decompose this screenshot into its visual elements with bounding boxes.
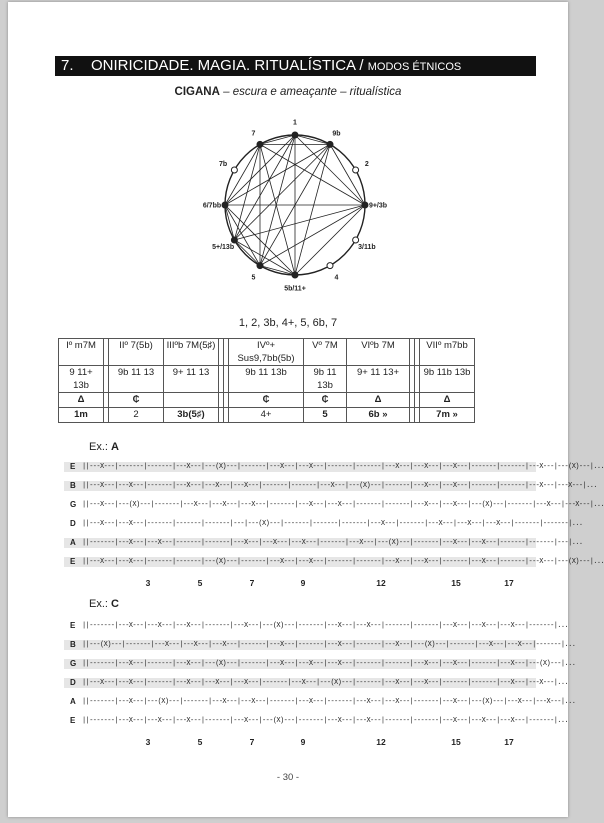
scale-formula: 1, 2, 3b, 4+, 5, 6b, 7 — [238, 317, 338, 329]
wheel-chord — [234, 205, 365, 240]
wheel-node — [327, 141, 333, 147]
wheel-node — [257, 141, 263, 147]
wheel-node — [327, 263, 333, 269]
table-cell: 9b 11 13 — [109, 366, 164, 393]
wheel-node — [353, 167, 359, 173]
table-cell: ₵ — [109, 393, 164, 408]
fret-number: 12 — [376, 578, 386, 588]
table-cell: 9b 11b 13b — [420, 366, 475, 393]
fret-number: 7 — [249, 737, 255, 747]
tab-string-row — [64, 481, 597, 491]
fret-number: 15 — [451, 578, 461, 588]
table-cell: 2 — [109, 408, 164, 423]
modes-table — [58, 338, 475, 423]
wheel-node — [353, 237, 359, 243]
table-row — [59, 408, 475, 423]
fret-number: 9 — [300, 578, 306, 588]
wheel-label: 7b — [219, 161, 228, 168]
tab-line: ||-------|---X---|-------|---X---|---(X)---|-------|---X---|---X---|---X---|-------|-------|---X---|---X---|-------|---X---|---(X)---|... — [82, 660, 576, 668]
section-number: 7. — [61, 57, 74, 74]
wheel-node — [257, 263, 263, 269]
wheel-label: 5b/11+ — [284, 285, 306, 293]
tab-string-row — [64, 462, 604, 472]
string-name: E — [70, 716, 76, 725]
table-cell: 3b(5♯) — [164, 408, 219, 423]
wheel-label: 9+/3b — [368, 202, 388, 210]
string-name: E — [70, 462, 76, 471]
section-header — [55, 56, 536, 76]
table-cell: 9+ 11 13 — [164, 366, 219, 393]
fret-number: 15 — [451, 737, 461, 747]
tab-line: ||-------|---X---|---X---|-------|-------|---X---|---X---|---X---|-------|---X---|---(X)---|-------|---X---|---X---|-------|-------|---|... — [82, 539, 583, 547]
tab-string-row — [64, 538, 583, 548]
fret-number: 3 — [145, 578, 151, 588]
table-cell: ₵ — [229, 393, 304, 408]
fret-number: 5 — [197, 578, 203, 588]
example-a-label: Ex.: A — [89, 441, 119, 453]
table-row — [59, 393, 475, 408]
wheel-label: 7 — [251, 130, 256, 138]
table-cell: Δ — [420, 393, 475, 408]
wheel-label: 4 — [334, 274, 339, 282]
wheel-label: 9b — [332, 130, 341, 138]
wheel-chord — [260, 144, 365, 205]
tab-line: ||---X---|---(X)---|-------|---X---|---X---|---X---|-------|---X---|---X---|-------|-------|---X---|---X---|---(X)---|-------|---X---|---X---|... — [82, 501, 604, 509]
wheel-node — [231, 167, 237, 173]
table-cell: IIº 7(5b) — [109, 339, 164, 366]
scale-description: – escura e ameaçante – ritualística — [219, 86, 402, 98]
tab-line: ||---X---|---X---|-------|-------|-------|---|---(X)---|-------|-------|-------|---X---|-------|---X---|---X---|---X---|-------|-------|... — [82, 520, 583, 528]
fret-number: 17 — [504, 737, 514, 747]
table-cell: Vº 7M — [304, 339, 347, 366]
string-name: E — [70, 621, 76, 630]
tab-line: ||---X---|---X---|-------|-------|---(X)---|-------|---X---|---X---|-------|-------|---X---|---X---|-------|---X---|-------|---X---|---(X)---|... — [82, 558, 604, 566]
tab-string-row — [64, 659, 576, 669]
fret-number: 3 — [145, 737, 151, 747]
tab-line: ||-------|---X---|---(X)---|-------|---X---|---X---|-------|---X---|-------|---X---|---X---|-------|---X---|---(X)---|---X---|---X---|... — [82, 698, 576, 706]
table-cell: IVº+ Sus9,7bb(5b) — [229, 339, 304, 366]
wheel-label: 2 — [364, 161, 369, 168]
tab-line: ||-------|---X---|---X---|---X---|-------|---X---|---(X)---|-------|---X---|---X---|-------|-------|---X---|---X---|---X---|-------|... — [82, 622, 569, 630]
string-name: B — [70, 640, 76, 649]
example-c-label: Ex.: C — [89, 598, 119, 610]
wheel-label: 6/7bb — [202, 202, 222, 210]
fret-number: 17 — [504, 578, 514, 588]
tab-string-row — [64, 640, 576, 650]
wheel-node — [231, 237, 237, 243]
tab-string-row — [64, 678, 569, 688]
string-name: E — [70, 557, 76, 566]
wheel-label: 5+/13b — [212, 244, 235, 251]
tab-line: ||---X---|---X---|-------|---X---|---X---|---X---|-------|-------|---X---|---(X)---|-------|---X---|---X---|-------|-------|---X---|---X---|... — [82, 482, 597, 490]
wheel-node — [362, 202, 368, 208]
wheel-node — [222, 202, 228, 208]
tab-string-row — [64, 519, 583, 529]
section-title: ONIRICIDADE. MAGIA. RITUALÍSTICA / — [91, 57, 364, 74]
page-number: - 30 - — [276, 772, 300, 783]
table-cell: Δ — [347, 393, 410, 408]
wheel-label: 5 — [251, 274, 256, 282]
tab-string-row — [64, 500, 604, 510]
tab-string-row — [64, 621, 569, 631]
table-row — [59, 339, 475, 366]
table-row — [59, 366, 475, 393]
fret-number: 12 — [376, 737, 386, 747]
table-cell: 9b 11 13b — [229, 366, 304, 393]
scale-name: CIGANA — [174, 86, 220, 98]
table-cell: VIºb 7M — [347, 339, 410, 366]
string-name: G — [70, 659, 77, 668]
table-cell: 7m » — [420, 408, 475, 423]
wheel-chord — [234, 135, 295, 240]
string-name: D — [70, 519, 76, 528]
table-cell: 4+ — [229, 408, 304, 423]
string-name: B — [70, 481, 76, 490]
table-cell: 6b » — [347, 408, 410, 423]
interval-wheel — [190, 118, 390, 293]
wheel-chord — [295, 144, 330, 275]
wheel-node — [292, 132, 298, 138]
tab-line: ||---(X)---|-------|---X---|---X---|---X---|-------|---X---|-------|---X---|-------|---X---|---(X)---|-------|---X---|---X---|-------|... — [82, 641, 576, 649]
tab-line: ||---X---|-------|-------|---X---|---(X)---|-------|---X---|---X---|-------|-------|---X---|---X---|---X---|-------|-------|---X---|---(X)---|... — [82, 463, 604, 471]
tab-string-row — [64, 557, 604, 567]
tab-line: ||---X---|---X---|-------|---X---|---X---|---X---|-------|---X---|---(X)---|-------|---X---|---X---|-------|-------|---X---|---X---|... — [82, 679, 569, 687]
scale-subtitle — [0, 86, 576, 98]
table-cell: 9b 11 13b — [304, 366, 347, 393]
fret-number: 5 — [197, 737, 203, 747]
tab-line: ||-------|---X---|---X---|---X---|-------|---X---|---(X)---|-------|---X---|---X---|-------|-------|---X---|---X---|---X---|-------|... — [82, 717, 569, 725]
tab-string-row — [64, 697, 576, 707]
string-name: A — [70, 538, 76, 547]
wheel-chord — [225, 144, 330, 205]
table-cell: 9+ 11 13+ — [347, 366, 410, 393]
wheel-label: 3/11b — [358, 244, 376, 251]
table-cell: ₵ — [304, 393, 347, 408]
wheel-chord — [260, 205, 365, 266]
section-subtitle: MODOS ÉTNICOS — [367, 61, 462, 73]
wheel-node — [292, 272, 298, 278]
table-cell: Δ — [59, 393, 104, 408]
table-cell: VIIº m7bb — [420, 339, 475, 366]
table-cell: Iº m7M — [59, 339, 104, 366]
wheel-label: 1 — [293, 119, 297, 127]
tab-string-row — [64, 716, 569, 726]
string-name: G — [70, 500, 77, 509]
table-cell — [164, 393, 219, 408]
table-cell: IIIºb 7M(5♯) — [164, 339, 219, 366]
table-cell: 1m — [59, 408, 104, 423]
fret-number: 7 — [249, 578, 255, 588]
string-name: A — [70, 697, 76, 706]
table-cell: 9 11+ 13b — [59, 366, 104, 393]
table-cell: 5 — [304, 408, 347, 423]
string-name: D — [70, 678, 76, 687]
fret-number: 9 — [300, 737, 306, 747]
